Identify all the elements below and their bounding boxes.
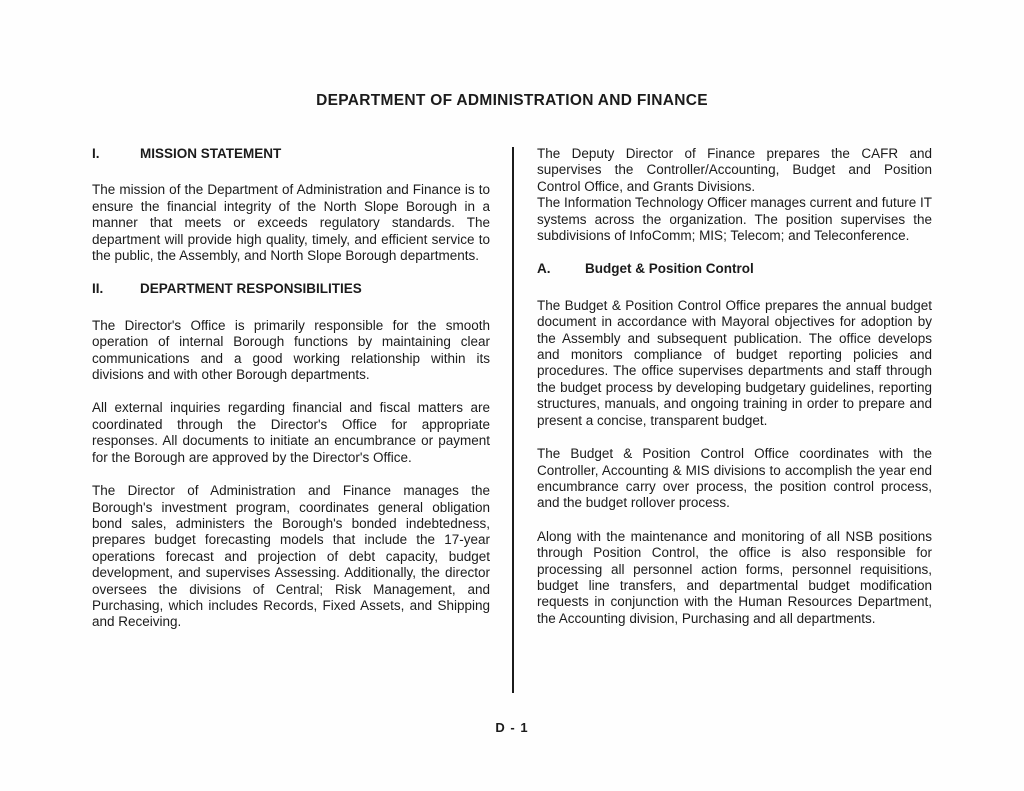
paragraph-deputy-director: The Deputy Director of Finance prepares the CAFR and supervises the Controller/Accounting, Budget and Position Control Office, and Grants Divisions. xyxy=(537,146,932,194)
paragraph-nsb-positions: Along with the maintenance and monitoring of all NSB positions through Position Control, the office is also responsible for processing all personnel action forms, personnel requisitions, budget line transfers, and departmental budget modification requests in conjunction with the Human Resources Department, the Accounting division, Purchasing and all departments. xyxy=(537,528,932,626)
page-number: D - 1 xyxy=(495,720,529,735)
page-title: DEPARTMENT OF ADMINISTRATION AND FINANCE xyxy=(316,92,708,109)
paragraph-director-manages: The Director of Administration and Finance manages the Borough's investment program, coordinates general obligation bond sales, administers the Borough's bonded indebtedness, prepares budget forecasting models that include the 17-year operations forecast and projection of debt capacity, budget development, and supervises Assessing. Additionally, the director oversees the divisions of Central; Risk Management, and Purchasing, which includes Records, Fixed Assets, and Shipping and Receiving. xyxy=(92,483,490,630)
paragraph-external-inquiries: All external inquiries regarding financial and fiscal matters are coordinated through the Director's Office for appropriate responses. All documents to initiate an encumbrance or payment for the Borough are approved by the Director's Office. xyxy=(92,400,490,465)
section-heading-budget-position-control xyxy=(537,261,932,277)
section-heading-department-responsibilities xyxy=(92,281,490,297)
section-heading-mission-statement xyxy=(92,146,490,162)
paragraph-mission: The mission of the Department of Administration and Finance is to ensure the financial integrity of the North Slope Borough in a manner that meets or exceeds regulatory standards. The department will provide high quality, timely, and efficient service to the public, the Assembly, and North Slope Borough departments. xyxy=(92,182,490,264)
section-label: DEPARTMENT RESPONSIBILITIES xyxy=(140,281,362,297)
section-number: A. xyxy=(537,261,551,277)
two-column-body xyxy=(92,146,932,648)
section-label: MISSION STATEMENT xyxy=(140,146,282,161)
paragraph-directors-office: The Director's Office is primarily responsible for the smooth operation of internal Borough functions by maintaining clear communications and a good working relationship within its divisions and with other Borough departments. xyxy=(92,317,490,383)
left-column xyxy=(92,146,490,648)
section-number: I. xyxy=(92,146,100,161)
right-column xyxy=(537,146,932,648)
section-label: Budget & Position Control xyxy=(585,261,754,277)
section-number: II. xyxy=(92,281,104,297)
paragraph-it-officer: The Information Technology Officer manages current and future IT systems across the organization. The position supervises the subdivisions of InfoComm; MIS; Telecom; and Teleconference. xyxy=(537,195,932,244)
paragraph-budget-office-prepares: The Budget & Position Control Office prepares the annual budget document in accordance with Mayoral objectives for adoption by the Assembly and subsequent publication. The office develops and monitors compliance of budget reporting policies and procedures. The office supervises departments and staff through the budget process by developing budgetary guidelines, reporting structures, manuals, and ongoing training in order to prepare and present a concise, transparent budget. xyxy=(537,297,932,428)
paragraph-budget-office-coordinates: The Budget & Position Control Office coordinates with the Controller, Accounting & MIS divisions to accomplish the year end encumbrance carry over process, the position control process, and the budget rollover process. xyxy=(537,446,932,511)
